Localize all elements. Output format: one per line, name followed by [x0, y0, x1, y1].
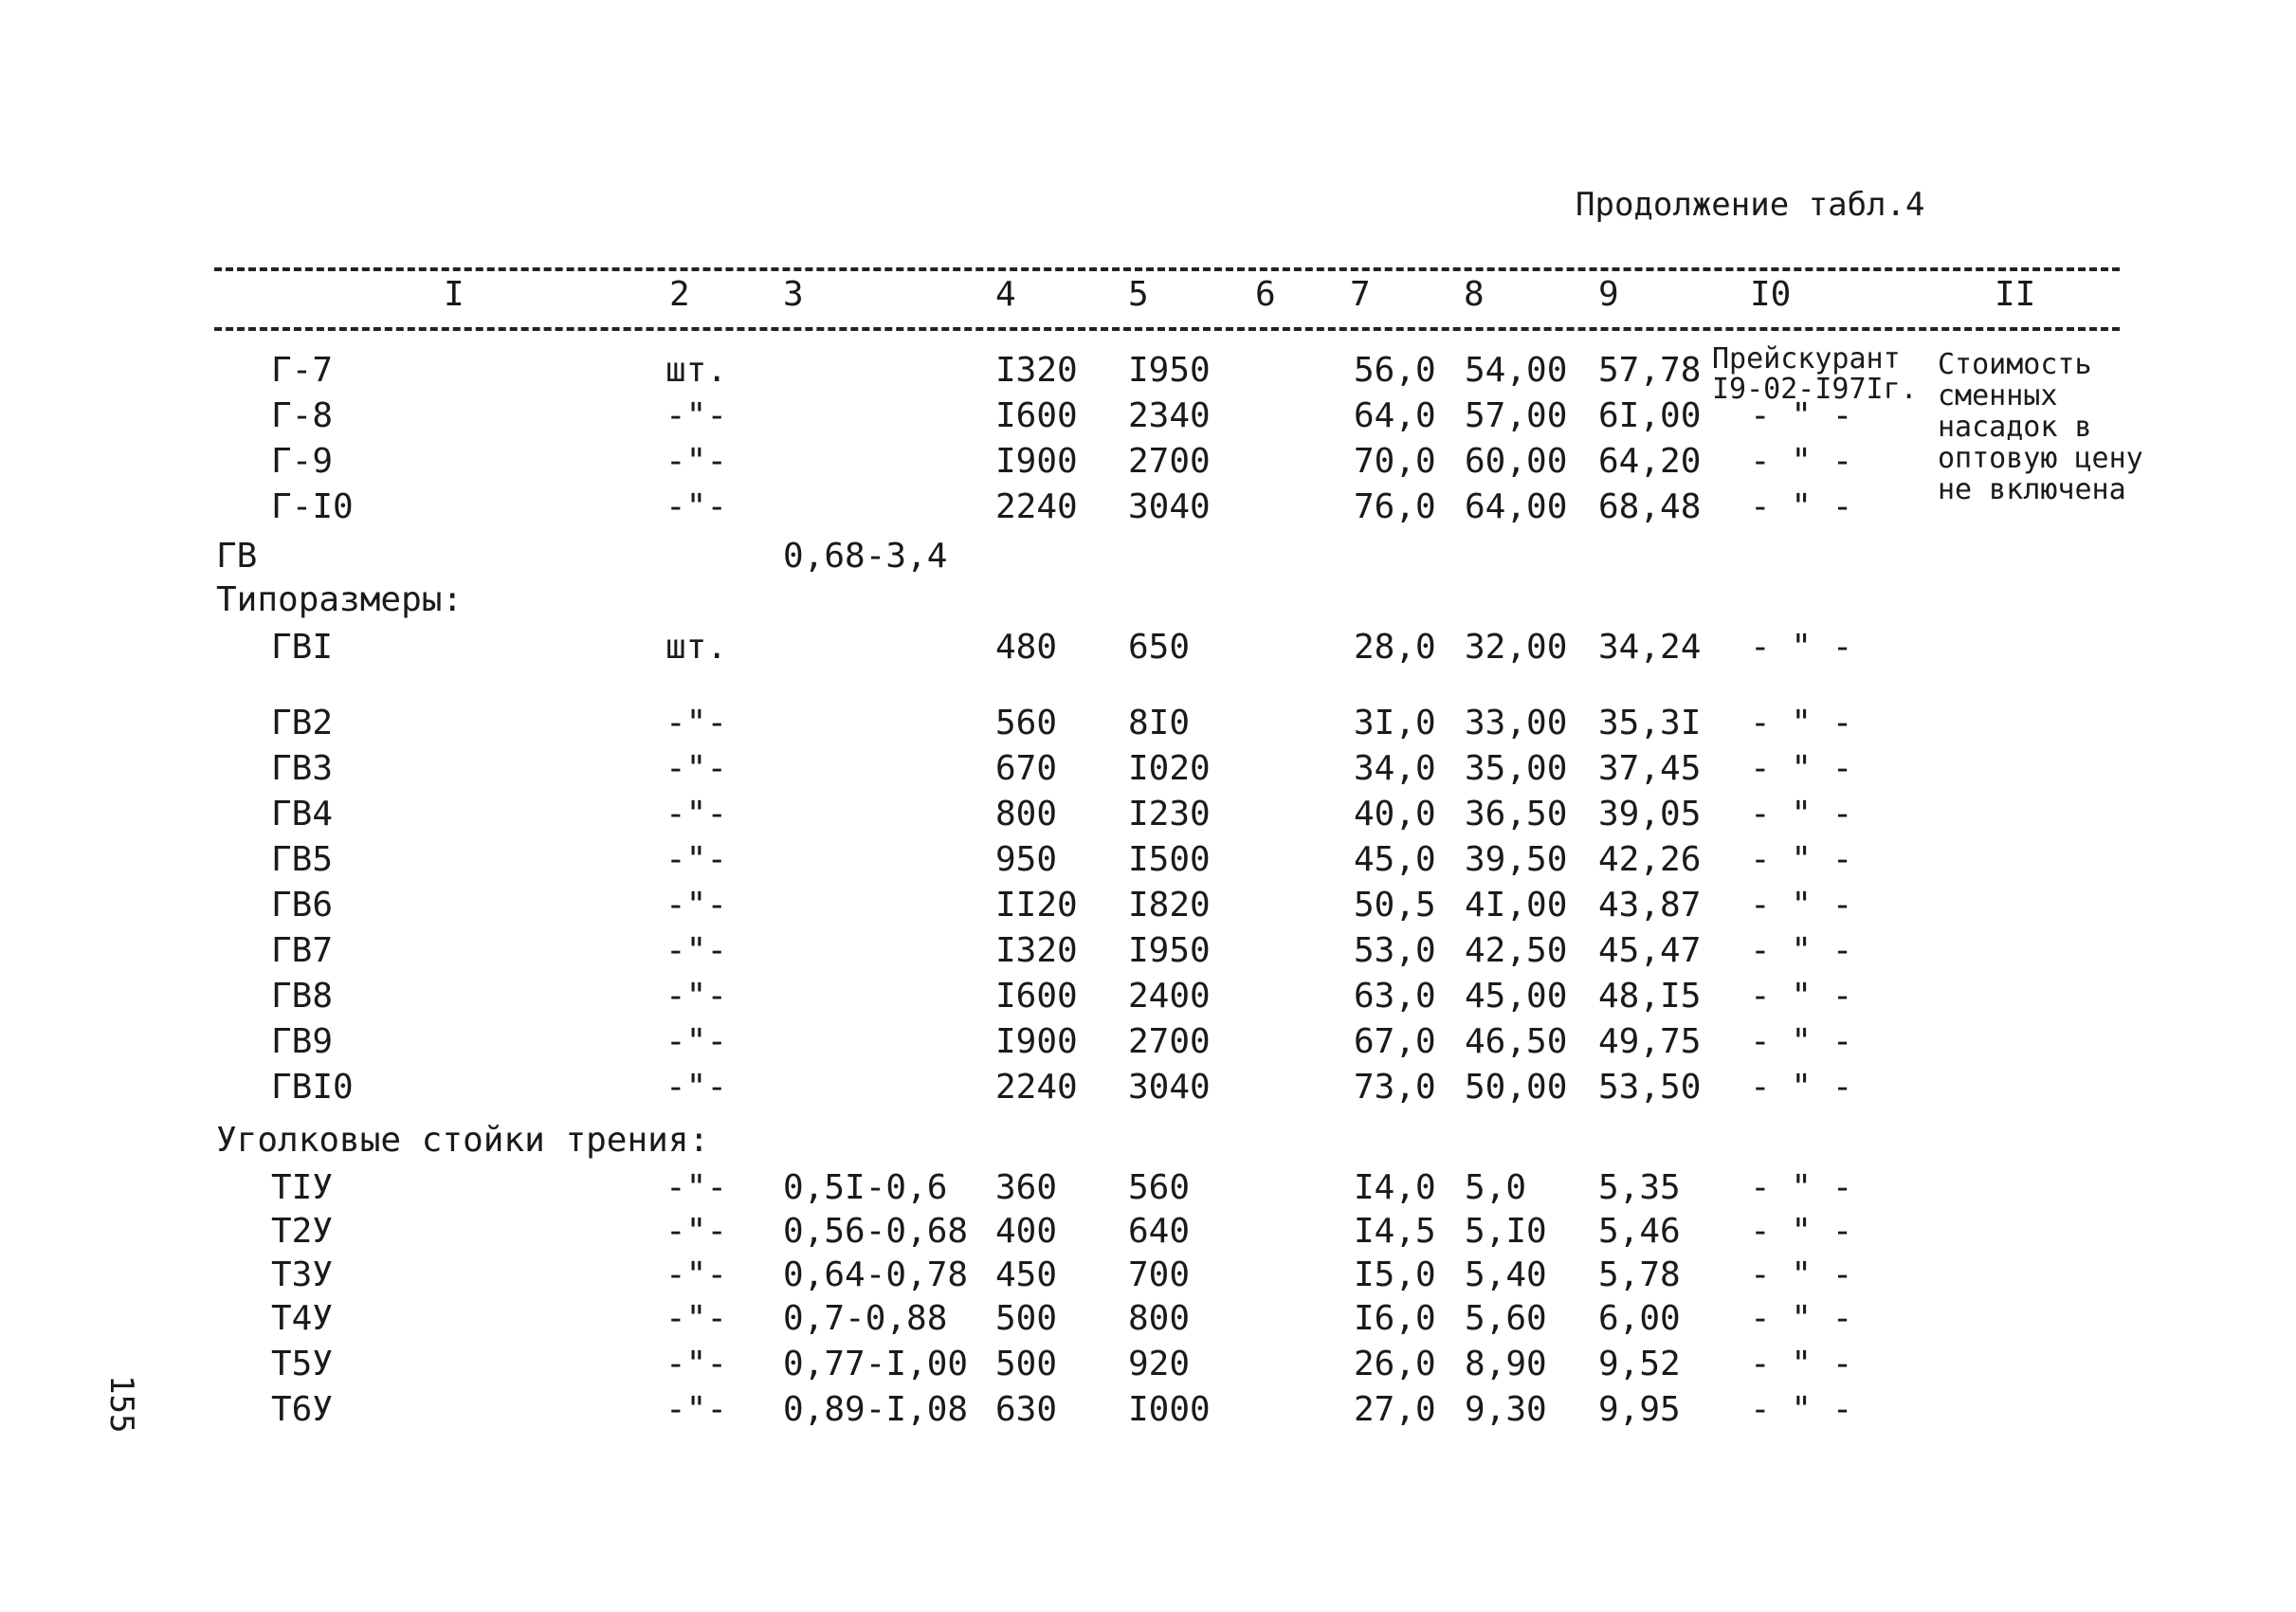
cell-col10: - " - — [1750, 977, 1853, 1016]
cell-col4: II20 — [995, 886, 1078, 925]
cell-col1: ГВ — [216, 537, 258, 576]
cell-col4: 2240 — [995, 1068, 1078, 1107]
cell-col7: 56,0 — [1354, 351, 1436, 390]
column-header-6: 6 — [1255, 275, 1276, 314]
cell-col1: Т5У — [271, 1345, 334, 1383]
cell-col10: - " - — [1750, 1390, 1853, 1429]
table-row — [0, 840, 2296, 886]
cell-col5: I000 — [1128, 1390, 1211, 1429]
cell-col8: 35,00 — [1465, 749, 1568, 788]
page-number: 155 — [102, 1375, 140, 1434]
cell-col10: - " - — [1750, 704, 1853, 742]
cell-col10: - " - — [1750, 1212, 1853, 1251]
column-header-8: 8 — [1464, 275, 1485, 314]
cell-col1: Т3У — [271, 1255, 334, 1294]
cell-col5: I820 — [1128, 886, 1211, 925]
cell-col4: 560 — [995, 704, 1058, 742]
table-row — [0, 396, 2296, 442]
cell-col4: 2240 — [995, 487, 1078, 526]
table-row — [0, 1212, 2296, 1257]
cell-col1: Г-8 — [271, 396, 334, 435]
cell-col5: 8I0 — [1128, 704, 1191, 742]
cell-col8: 8,90 — [1465, 1345, 1547, 1383]
cell-col9: 57,78 — [1598, 351, 1702, 390]
cell-col4: I320 — [995, 931, 1078, 970]
cell-col5: 2700 — [1128, 1022, 1211, 1061]
cell-col8: 5,60 — [1465, 1299, 1547, 1338]
cell-col8: 5,40 — [1465, 1255, 1547, 1294]
cell-col3: 0,89-I,08 — [783, 1390, 969, 1429]
cell-col9: 9,95 — [1598, 1390, 1681, 1429]
column-header-9: 9 — [1598, 275, 1619, 314]
cell-col2: -"- — [665, 396, 728, 435]
cell-col5: 3040 — [1128, 1068, 1211, 1107]
cell-col9: 45,47 — [1598, 931, 1702, 970]
cell-col5: 800 — [1128, 1299, 1191, 1338]
cell-col8: 39,50 — [1465, 840, 1568, 879]
cell-col2: шт. — [665, 351, 728, 390]
cell-col8: 33,00 — [1465, 704, 1568, 742]
cell-col2: -"- — [665, 1068, 728, 1107]
cell-col10: - " - — [1750, 396, 1853, 435]
table-row — [0, 1345, 2296, 1390]
cell-col2: -"- — [665, 931, 728, 970]
cell-col7: 27,0 — [1354, 1390, 1436, 1429]
cell-col2: -"- — [665, 1255, 728, 1294]
cell-col2: -"- — [665, 442, 728, 481]
table-row — [0, 795, 2296, 840]
cell-col7: 34,0 — [1354, 749, 1436, 788]
cell-col9: 35,3I — [1598, 704, 1702, 742]
cell-col7: I4,5 — [1354, 1212, 1436, 1251]
table-row — [0, 704, 2296, 749]
cell-col10: - " - — [1750, 1345, 1853, 1383]
cell-col5: I500 — [1128, 840, 1211, 879]
table-row — [0, 1121, 2296, 1166]
note-col11-line: насадок в — [1938, 411, 2092, 444]
cell-col1: ГВI0 — [271, 1068, 354, 1107]
cell-col5: I230 — [1128, 795, 1211, 833]
note-col10-line: I9-02-I97Iг. — [1712, 373, 1918, 406]
cell-col9: 6I,00 — [1598, 396, 1702, 435]
cell-col5: 2700 — [1128, 442, 1211, 481]
table-row — [0, 931, 2296, 977]
cell-col2: -"- — [665, 1390, 728, 1429]
cell-col2: -"- — [665, 1168, 728, 1207]
cell-col7: 76,0 — [1354, 487, 1436, 526]
cell-col9: 9,52 — [1598, 1345, 1681, 1383]
cell-col1: Т4У — [271, 1299, 334, 1338]
column-header-3: 3 — [783, 275, 804, 314]
cell-col9: 68,48 — [1598, 487, 1702, 526]
cell-col2: -"- — [665, 749, 728, 788]
cell-col7: 3I,0 — [1354, 704, 1436, 742]
cell-col8: 9,30 — [1465, 1390, 1547, 1429]
cell-col2: -"- — [665, 704, 728, 742]
cell-col7: 64,0 — [1354, 396, 1436, 435]
table-row — [0, 1068, 2296, 1113]
column-header-2: 2 — [669, 275, 690, 314]
cell-col3: 0,7-0,88 — [783, 1299, 948, 1338]
table-row — [0, 487, 2296, 533]
cell-col10: - " - — [1750, 840, 1853, 879]
cell-col4: 670 — [995, 749, 1058, 788]
table-row — [0, 1022, 2296, 1068]
cell-col5: I020 — [1128, 749, 1211, 788]
cell-col4: 500 — [995, 1299, 1058, 1338]
cell-col10: - " - — [1750, 749, 1853, 788]
cell-col2: -"- — [665, 487, 728, 526]
cell-col5: 700 — [1128, 1255, 1191, 1294]
cell-col5: 650 — [1128, 628, 1191, 667]
cell-col7: 63,0 — [1354, 977, 1436, 1016]
cell-col10: - " - — [1750, 886, 1853, 925]
note-col11-line: Стоимость — [1938, 348, 2092, 381]
cell-col4: I600 — [995, 977, 1078, 1016]
cell-col4: 450 — [995, 1255, 1058, 1294]
table-row — [0, 1255, 2296, 1301]
cell-col2: -"- — [665, 1345, 728, 1383]
cell-col10: - " - — [1750, 1168, 1853, 1207]
cell-col9: 6,00 — [1598, 1299, 1681, 1338]
cell-col3: 0,5I-0,6 — [783, 1168, 948, 1207]
cell-col1: ГВ5 — [271, 840, 334, 879]
cell-col9: 64,20 — [1598, 442, 1702, 481]
cell-col2: -"- — [665, 840, 728, 879]
cell-col2: шт. — [665, 628, 728, 667]
cell-col8: 50,00 — [1465, 1068, 1568, 1107]
cell-col9: 42,26 — [1598, 840, 1702, 879]
cell-col3: 0,68-3,4 — [783, 537, 948, 576]
cell-col9: 5,35 — [1598, 1168, 1681, 1207]
table-row — [0, 348, 2296, 396]
cell-col9: 49,75 — [1598, 1022, 1702, 1061]
note-col11-line: сменных — [1938, 379, 2058, 412]
cell-col1: ГВ2 — [271, 704, 334, 742]
cell-col7: 28,0 — [1354, 628, 1436, 667]
cell-col1: ГВI — [271, 628, 334, 667]
cell-col9: 48,I5 — [1598, 977, 1702, 1016]
column-header-1: I — [444, 275, 465, 314]
cell-col9: 37,45 — [1598, 749, 1702, 788]
cell-col4: I900 — [995, 442, 1078, 481]
header-rule-top — [214, 267, 2120, 271]
table-row — [0, 442, 2296, 487]
cell-col10: - " - — [1750, 1022, 1853, 1061]
cell-col10: - " - — [1750, 487, 1853, 526]
cell-col9: 34,24 — [1598, 628, 1702, 667]
cell-col8: 46,50 — [1465, 1022, 1568, 1061]
cell-col7: I4,0 — [1354, 1168, 1436, 1207]
cell-col1: ГВ3 — [271, 749, 334, 788]
cell-col10: - " - — [1750, 1255, 1853, 1294]
cell-col7: 26,0 — [1354, 1345, 1436, 1383]
cell-col1: ТIУ — [271, 1168, 334, 1207]
column-header-5: 5 — [1128, 275, 1149, 314]
column-header-7: 7 — [1350, 275, 1371, 314]
cell-col7: 40,0 — [1354, 795, 1436, 833]
cell-col1: Г-I0 — [271, 487, 354, 526]
cell-col8: 57,00 — [1465, 396, 1568, 435]
cell-col1: ГВ4 — [271, 795, 334, 833]
cell-col7: I5,0 — [1354, 1255, 1436, 1294]
table-row — [0, 749, 2296, 795]
cell-col9: 5,78 — [1598, 1255, 1681, 1294]
cell-col5: 560 — [1128, 1168, 1191, 1207]
cell-col4: 500 — [995, 1345, 1058, 1383]
cell-col3: 0,77-I,00 — [783, 1345, 969, 1383]
cell-col1: ГВ9 — [271, 1022, 334, 1061]
cell-col9: 43,87 — [1598, 886, 1702, 925]
cell-col5: 2340 — [1128, 396, 1211, 435]
cell-col1: Типоразмеры: — [216, 580, 464, 619]
cell-col4: 950 — [995, 840, 1058, 879]
cell-col2: -"- — [665, 1299, 728, 1338]
cell-col3: 0,64-0,78 — [783, 1255, 969, 1294]
cell-col7: 67,0 — [1354, 1022, 1436, 1061]
cell-col2: -"- — [665, 886, 728, 925]
cell-col10: - " - — [1750, 1068, 1853, 1107]
table-row — [0, 1390, 2296, 1436]
cell-col4: I320 — [995, 351, 1078, 390]
cell-col10: - " - — [1750, 442, 1853, 481]
cell-col5: I950 — [1128, 931, 1211, 970]
cell-col7: 45,0 — [1354, 840, 1436, 879]
cell-col8: 5,I0 — [1465, 1212, 1547, 1251]
cell-col1: ГВ6 — [271, 886, 334, 925]
cell-col8: 36,50 — [1465, 795, 1568, 833]
cell-col4: 630 — [995, 1390, 1058, 1429]
cell-col7: I6,0 — [1354, 1299, 1436, 1338]
cell-col1: ГВ8 — [271, 977, 334, 1016]
table-row — [0, 580, 2296, 626]
cell-col1: Г-7 — [271, 351, 334, 390]
cell-col8: 45,00 — [1465, 977, 1568, 1016]
cell-col9: 5,46 — [1598, 1212, 1681, 1251]
cell-col4: 800 — [995, 795, 1058, 833]
cell-col10: - " - — [1750, 628, 1853, 667]
note-col10-line: Прейскурант — [1712, 342, 1901, 376]
cell-col4: I900 — [995, 1022, 1078, 1061]
cell-col5: 2400 — [1128, 977, 1211, 1016]
cell-col8: 60,00 — [1465, 442, 1568, 481]
table-row — [0, 628, 2296, 673]
note-col11-line: оптовую цену — [1938, 442, 2143, 475]
cell-col8: 42,50 — [1465, 931, 1568, 970]
cell-col10: - " - — [1750, 795, 1853, 833]
cell-col10: - " - — [1750, 1299, 1853, 1338]
cell-col8: 4I,00 — [1465, 886, 1568, 925]
cell-col7: 70,0 — [1354, 442, 1436, 481]
column-header-10: I0 — [1750, 275, 1792, 314]
cell-col7: 50,5 — [1354, 886, 1436, 925]
column-header-11: II — [1995, 275, 2036, 314]
cell-col9: 53,50 — [1598, 1068, 1702, 1107]
table-row — [0, 977, 2296, 1022]
cell-col4: 360 — [995, 1168, 1058, 1207]
cell-col8: 64,00 — [1465, 487, 1568, 526]
cell-col2: -"- — [665, 1212, 728, 1251]
cell-col9: 39,05 — [1598, 795, 1702, 833]
cell-col2: -"- — [665, 977, 728, 1016]
cell-col1: Г-9 — [271, 442, 334, 481]
cell-col10: - " - — [1750, 931, 1853, 970]
table-row — [0, 1299, 2296, 1345]
note-col11-line: не включена — [1938, 473, 2126, 506]
cell-col8: 32,00 — [1465, 628, 1568, 667]
cell-col3: 0,56-0,68 — [783, 1212, 969, 1251]
cell-col4: I600 — [995, 396, 1078, 435]
cell-col5: 3040 — [1128, 487, 1211, 526]
column-header-4: 4 — [995, 275, 1016, 314]
table-row — [0, 1168, 2296, 1214]
cell-col5: 920 — [1128, 1345, 1191, 1383]
header-rule-bottom — [214, 327, 2120, 331]
cell-col2: -"- — [665, 795, 728, 833]
cell-col7: 73,0 — [1354, 1068, 1436, 1107]
cell-col4: 400 — [995, 1212, 1058, 1251]
table-caption: Продолжение табл.4 — [1576, 186, 1925, 224]
cell-col8: 54,00 — [1465, 351, 1568, 390]
cell-col4: 480 — [995, 628, 1058, 667]
cell-col5: I950 — [1128, 351, 1211, 390]
cell-col1: Т2У — [271, 1212, 334, 1251]
cell-col1: ГВ7 — [271, 931, 334, 970]
table-row — [0, 537, 2296, 582]
cell-col2: -"- — [665, 1022, 728, 1061]
cell-col5: 640 — [1128, 1212, 1191, 1251]
cell-col1: Уголковые стойки трения: — [216, 1121, 710, 1160]
cell-col7: 53,0 — [1354, 931, 1436, 970]
cell-col8: 5,0 — [1465, 1168, 1527, 1207]
cell-col1: Т6У — [271, 1390, 334, 1429]
table-row — [0, 886, 2296, 931]
